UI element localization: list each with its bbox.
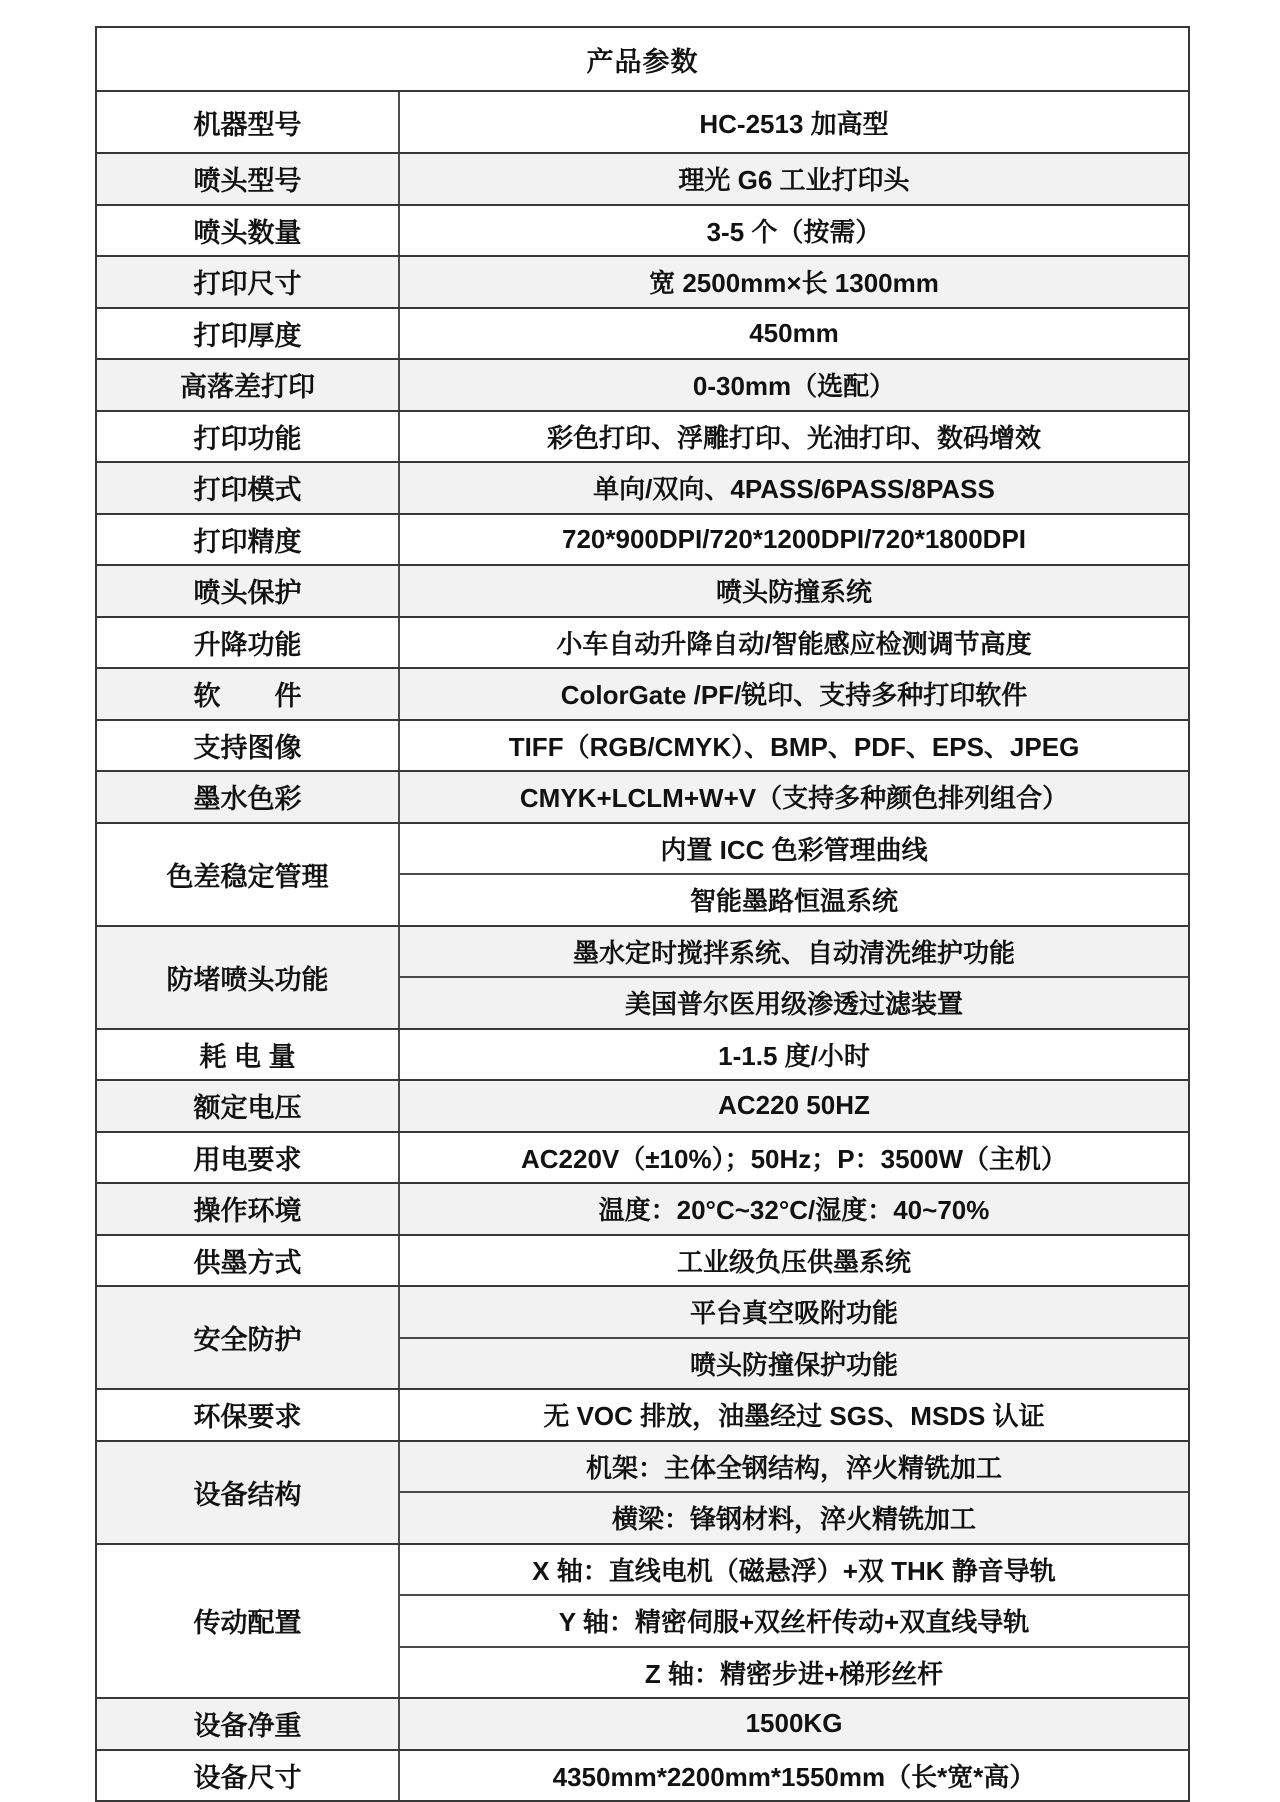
- spec-row-print-mode: [97, 461, 1188, 513]
- spec-row-print-resolution: [97, 513, 1188, 565]
- spec-value: 450mm: [749, 317, 839, 348]
- spec-label: 喷头数量: [97, 206, 400, 256]
- spec-label: 用电要求: [97, 1133, 400, 1183]
- spec-row-safety-protection: [97, 1285, 1188, 1388]
- spec-value: 0-30mm（选配）: [692, 371, 896, 402]
- spec-label: 传动配置: [97, 1545, 400, 1698]
- spec-value: 温度：20°C~32°C/湿度：40~70%: [598, 1195, 990, 1226]
- spec-row-lifting-function: [97, 616, 1188, 668]
- spec-label: 防堵喷头功能: [97, 927, 400, 1028]
- spec-label: 色差稳定管理: [97, 824, 400, 925]
- spec-value: 小车自动升降自动/智能感应检测调节高度: [556, 628, 1032, 659]
- spec-row-print-functions: [97, 410, 1188, 462]
- spec-value: AC220V（±10%）；50Hz；P：3500W（主机）: [520, 1143, 1067, 1174]
- spec-value: 美国普尔医用级渗透过滤装置: [400, 976, 1188, 1028]
- spec-label: 额定电压: [97, 1081, 400, 1131]
- spec-value: 工业级负压供墨系统: [676, 1246, 911, 1277]
- spec-row-supported-images: [97, 719, 1188, 771]
- spec-value: 内置 ICC 色彩管理曲线: [660, 834, 928, 865]
- spec-row-ink-colors: [97, 770, 1188, 822]
- spec-label: 软 件: [97, 669, 400, 719]
- spec-value: 喷头防撞系统: [715, 577, 872, 608]
- spec-row-dimensions: [97, 1749, 1188, 1801]
- spec-value: 平台真空吸附功能: [689, 1298, 898, 1329]
- spec-value: 无 VOC 排放，油墨经过 SGS、MSDS 认证: [543, 1401, 1045, 1432]
- spec-value: CMYK+LCLM+W+V（支持多种颜色排列组合）: [519, 783, 1069, 814]
- spec-value: 宽 2500mm×长 1300mm: [649, 268, 939, 299]
- spec-value: 横梁：锋钢材料，淬火精铣加工: [400, 1491, 1188, 1543]
- spec-label: 安全防护: [97, 1287, 400, 1388]
- spec-label: 设备结构: [97, 1442, 400, 1543]
- spec-row-software: [97, 667, 1188, 719]
- spec-label: 喷头保护: [97, 566, 400, 616]
- spec-row-ink-supply: [97, 1234, 1188, 1286]
- spec-value: 4350mm*2200mm*1550mm（长*宽*高）: [552, 1761, 1036, 1792]
- spec-value: 彩色打印、浮雕打印、光油打印、数码增效: [546, 422, 1041, 453]
- spec-row-machine-model: [97, 90, 1188, 152]
- spec-row-power-requirements: [97, 1131, 1188, 1183]
- spec-label: 打印精度: [97, 515, 400, 565]
- spec-value: HC-2513 加高型: [699, 108, 889, 139]
- spec-row-net-weight: [97, 1697, 1188, 1749]
- spec-value: 墨水定时搅拌系统、自动清洗维护功能: [572, 937, 1015, 968]
- spec-value: 智能墨路恒温系统: [400, 873, 1188, 925]
- spec-label: 打印模式: [97, 463, 400, 513]
- spec-label: 环保要求: [97, 1390, 400, 1440]
- spec-label: 打印尺寸: [97, 257, 400, 307]
- spec-value: 1-1.5 度/小时: [718, 1040, 870, 1071]
- spec-label: 设备尺寸: [97, 1751, 400, 1801]
- spec-value: AC220 50HZ: [718, 1090, 870, 1121]
- spec-label: 设备净重: [97, 1699, 400, 1749]
- spec-value: 理光 G6 工业打印头: [678, 165, 910, 196]
- spec-value: ColorGate /PF/锐印、支持多种打印软件: [560, 680, 1028, 711]
- spec-row-rated-voltage: [97, 1079, 1188, 1131]
- spec-label: 供墨方式: [97, 1236, 400, 1286]
- spec-row-height-drop-print: [97, 358, 1188, 410]
- spec-row-printhead-protection: [97, 564, 1188, 616]
- spec-value: 喷头防撞保护功能: [400, 1337, 1188, 1389]
- spec-row-machine-structure: [97, 1440, 1188, 1543]
- spec-label: 操作环境: [97, 1184, 400, 1234]
- spec-value: 单向/双向、4PASS/6PASS/8PASS: [593, 474, 995, 505]
- spec-value: X 轴：直线电机（磁悬浮）+双 THK 静音导轨: [532, 1555, 1056, 1586]
- spec-value: 1500KG: [745, 1708, 843, 1739]
- spec-value: Z 轴：精密步进+梯形丝杆: [400, 1646, 1188, 1698]
- spec-row-print-size: [97, 255, 1188, 307]
- spec-row-printhead-model: [97, 152, 1188, 204]
- spec-label: 升降功能: [97, 618, 400, 668]
- spec-row-environmental: [97, 1388, 1188, 1440]
- spec-label: 打印功能: [97, 412, 400, 462]
- spec-value: 机架：主体全钢结构，淬火精铣加工: [585, 1452, 1002, 1483]
- spec-row-drive-config: [97, 1543, 1188, 1698]
- spec-row-color-stability: [97, 822, 1188, 925]
- spec-row-power-consumption: [97, 1028, 1188, 1080]
- table-title: 产品参数: [97, 28, 1188, 90]
- spec-label: 支持图像: [97, 721, 400, 771]
- spec-label: 高落差打印: [97, 360, 400, 410]
- spec-label: 打印厚度: [97, 309, 400, 359]
- spec-label: 墨水色彩: [97, 772, 400, 822]
- spec-label: 耗 电 量: [97, 1030, 400, 1080]
- spec-label: 机器型号: [97, 92, 400, 152]
- spec-value: Y 轴：精密伺服+双丝杆传动+双直线导轨: [400, 1594, 1188, 1646]
- spec-row-operating-environment: [97, 1182, 1188, 1234]
- spec-row-printhead-count: [97, 204, 1188, 256]
- spec-row-print-thickness: [97, 307, 1188, 359]
- spec-value: TIFF（RGB/CMYK）、BMP、PDF、EPS、JPEG: [508, 731, 1080, 762]
- spec-label: 喷头型号: [97, 154, 400, 204]
- product-spec-table: [95, 26, 1190, 1802]
- spec-value: 720*900DPI/720*1200DPI/720*1800DPI: [561, 523, 1027, 554]
- spec-row-anti-clog: [97, 925, 1188, 1028]
- spec-value: 3-5 个（按需）: [706, 216, 882, 247]
